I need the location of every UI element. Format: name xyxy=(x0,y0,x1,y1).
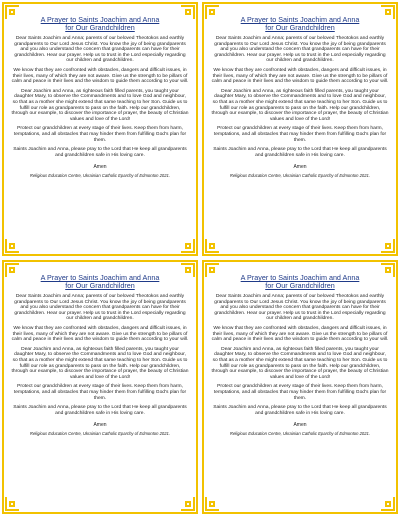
prayer-paragraph: Dear Joachim and Anna, as righteous faith filled parents, you taught your daughter Mary, to observe the Commandments and to love God and neighbour, so that as a mother she might extend that same teaching to her Son. Guide us to fulfill our role as grandparents to pass on the faith. Help our grandchildren, through our example, to discover the importance of prayer, the beauty of Christian values and love of the Lord! xyxy=(211,346,389,380)
prayer-paragraph: We know that they are confronted with obstacles, dangers and difficult issues, in their lives, many of which they are not aware. Give us the strength to be pillars of calm and peace in their lives and the wisdom to guide them according to your will. xyxy=(211,325,389,343)
prayer-card xyxy=(202,2,398,256)
prayer-paragraph: Dear Joachim and Anna, as righteous faith filled parents, you taught your daughter Mary, to observe the Commandments and to love God and neighbour, so that as a mother she might extend that same teaching to her Son. Guide us to fulfill our role as grandparents to pass on the faith. Help our grandchildren, through our example, to discover the importance of prayer, the beauty of Christian values and love of the Lord! xyxy=(11,346,189,380)
corner-ornament xyxy=(5,5,19,19)
prayer-credit: Religious Education Centre, Ukrainian Catholic Eparchy of Edmonton 2021. xyxy=(29,431,171,437)
prayer-paragraph: Saints Joachim and Anna, please pray to the Lord that He keep all grandparents and grandchildren safe in His loving care. xyxy=(13,405,187,416)
prayer-amen: Amen xyxy=(93,164,107,171)
prayer-card xyxy=(2,2,198,256)
prayer-amen: Amen xyxy=(293,422,307,429)
prayer-card xyxy=(202,260,398,514)
prayer-credit: Religious Education Centre, Ukrainian Catholic Eparchy of Edmonton 2021. xyxy=(229,173,371,179)
corner-ornament xyxy=(381,239,395,253)
prayer-credit: Religious Education Centre, Ukrainian Catholic Eparchy of Edmonton 2021. xyxy=(29,173,171,179)
prayer-amen: Amen xyxy=(293,164,307,171)
prayer-paragraph: Saints Joachim and Anna, please pray to the Lord that He keep all grandparents and grandchildren safe in His loving care. xyxy=(13,147,187,158)
prayer-paragraph: Dear Joachim and Anna, as righteous faith filled parents, you taught your daughter Mary, to observe the Commandments and to love God and neighbour, so that as a mother she might extend that same teaching to her Son. Guide us to fulfill our role as grandparents to pass on the faith. Help our grandchildren, through our example, to discover the importance of prayer, the beauty of Christian values and love of the Lord! xyxy=(11,88,189,122)
corner-ornament xyxy=(205,497,219,511)
prayer-paragraph: Saints Joachim and Anna, please pray to the Lord that He keep all grandparents and grandchildren safe in His loving care. xyxy=(213,405,387,416)
corner-ornament xyxy=(5,263,19,277)
prayer-paragraph: We know that they are confronted with obstacles, dangers and difficult issues, in their lives, many of which they are not aware. Give us the strength to be pillars of calm and peace in their lives and the wisdom to guide them according to your will. xyxy=(11,325,189,343)
corner-ornament xyxy=(5,239,19,253)
prayer-amen: Amen xyxy=(93,422,107,429)
prayer-paragraph: Protect our grandchildren at every stage of their lives. Keep them from harm, temptations, and all obstacles that may hinder them from fulfilling God's plan for them. xyxy=(13,384,187,401)
prayer-paragraph: Protect our grandchildren at every stage of their lives. Keep them from harm, temptations, and all obstacles that may hinder them from fulfilling God's plan for them. xyxy=(13,126,187,143)
prayer-title: A Prayer to Saints Joachim and Anna for Our Grandchildren xyxy=(40,273,160,290)
prayer-paragraph: Protect our grandchildren at every stage of their lives. Keep them from harm, temptations, and all obstacles that may hinder them from fulfilling God's plan for them. xyxy=(213,126,387,143)
corner-ornament xyxy=(181,5,195,19)
corner-ornament xyxy=(205,5,219,19)
prayer-paragraph: We know that they are confronted with obstacles, dangers and difficult issues, in their lives, many of which they are not aware. Give us the strength to be pillars of calm and peace in their lives and the wisdom to guide them according to your will. xyxy=(211,67,389,85)
prayer-paragraph: Dear Saints Joachim and Anna; parents of our beloved Theotokos and earthly grandparents to Our Lord Jesus Christ. You know the joy of being grandparents and you also understand the concern that grandparents can have for their grandchildren. Hear our prayer. Help us to trust in the Lord especially regarding our children and grandchildren. xyxy=(214,36,386,64)
corner-ornament xyxy=(381,5,395,19)
corner-ornament xyxy=(181,497,195,511)
prayer-paragraph: We know that they are confronted with obstacles, dangers and difficult issues, in their lives, many of which they are not aware. Give us the strength to be pillars of calm and peace in their lives and the wisdom to guide them according to your will. xyxy=(11,67,189,85)
prayer-card xyxy=(2,260,198,514)
prayer-paragraph: Dear Joachim and Anna, as righteous faith filled parents, you taught your daughter Mary, to observe the Commandments and to love God and neighbour, so that as a mother she might extend that same teaching to her Son. Guide us to fulfill our role as grandparents to pass on the faith. Help our grandchildren, through our example, to discover the importance of prayer, the beauty of Christian values and love of the Lord! xyxy=(211,88,389,122)
corner-ornament xyxy=(181,263,195,277)
prayer-title: A Prayer to Saints Joachim and Anna for Our Grandchildren xyxy=(40,15,160,32)
corner-ornament xyxy=(381,497,395,511)
prayer-paragraph: Dear Saints Joachim and Anna; parents of our beloved Theotokos and earthly grandparents to Our Lord Jesus Christ. You know the joy of being grandparents and you also understand the concern that grandparents can have for their grandchildren. Hear our prayer. Help us to trust in the Lord especially regarding our children and grandchildren. xyxy=(14,36,186,64)
corner-ornament xyxy=(5,497,19,511)
prayer-paragraph: Dear Saints Joachim and Anna; parents of our beloved Theotokos and earthly grandparents to Our Lord Jesus Christ. You know the joy of being grandparents and you also understand the concern that grandparents can have for their grandchildren. Hear our prayer. Help us to trust in the Lord especially regarding our children and grandchildren. xyxy=(214,294,386,322)
corner-ornament xyxy=(205,263,219,277)
corner-ornament xyxy=(381,263,395,277)
prayer-paragraph: Saints Joachim and Anna, please pray to the Lord that He keep all grandparents and grandchildren safe in His loving care. xyxy=(213,147,387,158)
prayer-title: A Prayer to Saints Joachim and Anna for Our Grandchildren xyxy=(240,15,360,32)
prayer-title: A Prayer to Saints Joachim and Anna for Our Grandchildren xyxy=(240,273,360,290)
corner-ornament xyxy=(205,239,219,253)
prayer-paragraph: Protect our grandchildren at every stage of their lives. Keep them from harm, temptations, and all obstacles that may hinder them from fulfilling God's plan for them. xyxy=(213,384,387,401)
prayer-paragraph: Dear Saints Joachim and Anna; parents of our beloved Theotokos and earthly grandparents to Our Lord Jesus Christ. You know the joy of being grandparents and you also understand the concern that grandparents can have for their grandchildren. Hear our prayer. Help us to trust in the Lord especially regarding our children and grandchildren. xyxy=(14,294,186,322)
corner-ornament xyxy=(181,239,195,253)
prayer-credit: Religious Education Centre, Ukrainian Catholic Eparchy of Edmonton 2021. xyxy=(229,431,371,437)
